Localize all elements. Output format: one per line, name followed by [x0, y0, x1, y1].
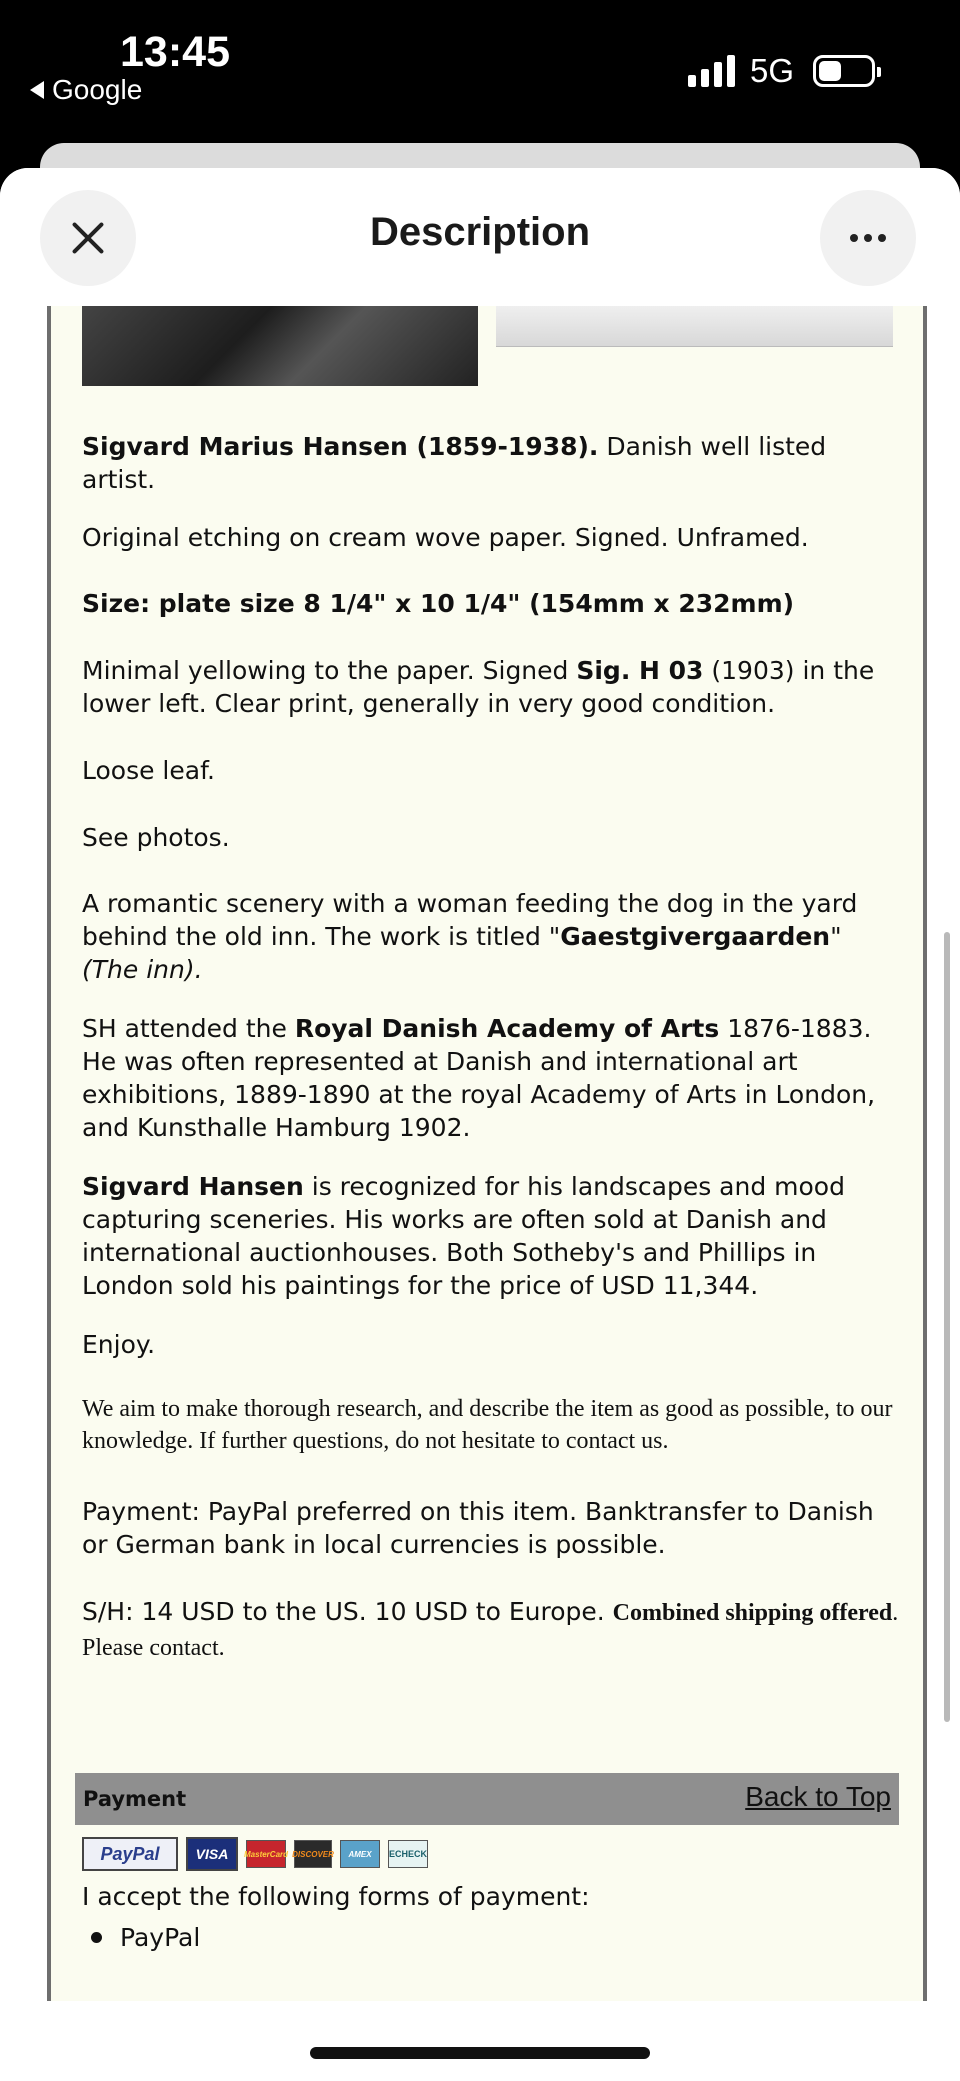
etching-detail-photo[interactable] [496, 306, 893, 347]
home-indicator[interactable] [310, 2047, 650, 2059]
back-to-top-link[interactable]: Back to Top [745, 1781, 891, 1812]
payment-icons [82, 1837, 428, 1871]
list-item: PayPal [91, 1923, 200, 1952]
payment-section-header [75, 1773, 899, 1825]
accepted-payments-text: I accept the following forms of payment: [82, 1882, 590, 1911]
shipping-terms: S/H: 14 USD to the US. 10 USD to Europe. Combined shipping offered. Please contact. [82, 1597, 899, 1661]
size-paragraph: Size: plate size 8 1/4" x 10 1/4" (154mm x 232mm) [82, 589, 795, 618]
mastercard-icon: MasterCard [246, 1840, 286, 1868]
academy-paragraph: SH attended the Royal Danish Academy of Arts 1876-1883. He was often represented at Danish and international art exhibitions, 1889-1890 at the royal Academy of Arts in London, and Kunsthalle Hamburg 1902. [82, 1014, 876, 1142]
discover-icon: DISCOVER [294, 1840, 332, 1868]
back-triangle-icon [30, 81, 44, 99]
more-options-button[interactable] [820, 190, 916, 286]
description-sheet [0, 168, 960, 2081]
network-type: 5G [750, 52, 795, 89]
listing-description [47, 306, 927, 2001]
page-title: Description [369, 210, 591, 254]
visa-icon: VISA [186, 1837, 238, 1871]
more-icon [850, 234, 886, 242]
enjoy-text: Enjoy. [82, 1330, 156, 1359]
echeck-icon: ECHECK [388, 1840, 428, 1868]
paypal-icon: PayPal [82, 1837, 178, 1871]
back-to-app-link[interactable] [30, 74, 142, 106]
payment-terms: Payment: PayPal preferred on this item. Banktransfer to Danish or German bank in local currencies is possible. [82, 1497, 874, 1559]
amex-icon: AMEX [340, 1840, 380, 1868]
sheet-header [0, 168, 960, 306]
back-app-label: Google [52, 74, 143, 105]
etching-photo[interactable] [82, 306, 478, 386]
research-disclaimer: We aim to make thorough research, and describe the item as good as possible, to our knowledge. If further questions, do not hesitate to contact us. [82, 1396, 893, 1454]
scenery-paragraph: A romantic scenery with a woman feeding the dog in the yard behind the old inn. The work is titled "Gaestgivergaarden" (The inn). [82, 889, 858, 984]
battery-icon [813, 55, 875, 87]
loose-leaf-text: Loose leaf. [82, 756, 216, 785]
see-photos-text: See photos. [82, 823, 230, 852]
medium-paragraph: Original etching on cream wove paper. Signed. Unframed. [82, 523, 809, 552]
sheet-bottom [0, 2001, 960, 2081]
condition-paragraph: Minimal yellowing to the paper. Signed Sig. H 03 (1903) in the lower left. Clear print, generally in very good condition. [82, 656, 875, 718]
status-bar [0, 0, 960, 150]
artist-paragraph: Sigvard Marius Hansen (1859-1938). Danish well listed artist. [82, 432, 827, 494]
payment-title: Payment [83, 1787, 187, 1811]
signal-strength-icon [688, 55, 735, 87]
scrollbar[interactable] [944, 932, 950, 1722]
recognition-paragraph: Sigvard Hansen is recognized for his landscapes and mood capturing sceneries. His works are often sold at Danish and international auctionhouses. Both Sotheby's and Phillips in London sold his paintings for the price of USD 11,344. [82, 1172, 845, 1300]
clock: 13:45 [120, 28, 230, 76]
